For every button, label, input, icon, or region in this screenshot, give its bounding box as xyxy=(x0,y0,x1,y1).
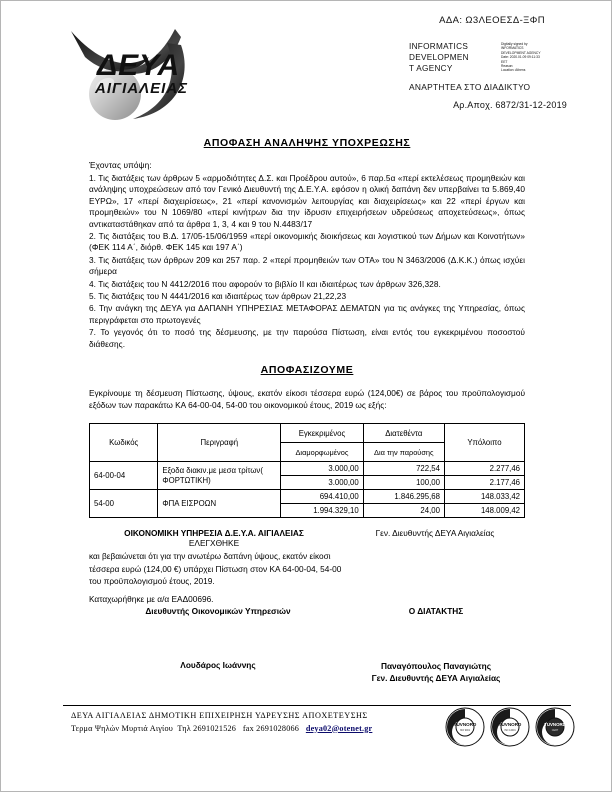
checked-label: ΕΛΕΓΧΘΗΚΕ xyxy=(188,538,240,548)
cell-balance: 148.033,42 xyxy=(444,490,524,504)
cert-iso-2-icon xyxy=(490,707,530,747)
cell-balance: 2.277,46 xyxy=(444,462,524,476)
svg-text:TUVNORD: TUVNORD xyxy=(498,722,522,727)
cert-iso-1-icon xyxy=(445,707,485,747)
ida-label xyxy=(409,41,495,74)
svg-text:ΑΙΓΙΑΛΕΙΑΣ: ΑΙΓΙΑΛΕΙΑΣ xyxy=(95,80,189,97)
page-footer xyxy=(1,705,611,753)
clause-item: 3. Τις διατάξεις των άρθρων 209 και 257 παρ. 2 «περί προμηθειών των ΟΤΑ» του Ν 3463/2006 (Δ.Κ.Κ.) όπως ισχύει σήμερα xyxy=(89,254,525,277)
cell-balance-after: 2.177,46 xyxy=(444,476,524,490)
lead-text: Έχοντας υπόψη: xyxy=(89,160,152,170)
gm-heading: Γεν. Διευθυντής ΔΕΥΑ Αιγιαλείας xyxy=(375,528,495,538)
deya-logo xyxy=(63,27,243,125)
ida-line-1: INFORMATICS xyxy=(409,42,469,51)
table-row xyxy=(90,490,525,504)
stamp-line-5: EET xyxy=(501,59,508,64)
authorizer-role: Γεν. Διευθυντής ΔΕΥΑ Αιγιαλείας xyxy=(371,672,501,683)
authorizer-name: Παναγόπουλος Παναγιώτης xyxy=(380,660,492,671)
clause-item: 7. Το γεγονός ότι το ποσό της δέσμευσης, με την παρούσα Πίστωση, είναι εντός του εγκεκριμένου ποσοστού διάθεσης. xyxy=(89,327,525,349)
cell-code: 54-00 xyxy=(90,490,158,518)
svg-text:ΔΕΥΑ: ΔΕΥΑ xyxy=(97,49,181,82)
document-title: ΑΠΟΦΑΣΗ ΑΝΑΛΗΨΗΣ ΥΠΟΧΡΕΩΣΗΣ xyxy=(203,137,411,149)
header-allocated-current: Δια την παρούσης xyxy=(363,443,444,462)
signatory-titles-row xyxy=(89,606,525,616)
footer-phone: Τηλ 2691021526 xyxy=(177,723,237,733)
finance-director-name: Λουδάρος Ιωάννης xyxy=(180,659,256,670)
cell-approved-modified: 1.994.329,10 xyxy=(281,504,364,518)
cert-iso-3-icon xyxy=(535,707,575,747)
authorizer-name-block xyxy=(347,660,525,684)
decision-heading: ΑΠΟΦΑΣΙΖΟΥΜΕ xyxy=(260,364,354,377)
signatory-names-row xyxy=(89,660,525,684)
cell-allocated: 1.846.295,68 xyxy=(363,490,444,504)
cell-allocated-current: 24,00 xyxy=(363,504,444,518)
footer-contact xyxy=(71,710,491,735)
cell-approved: 694.410,00 xyxy=(281,490,364,504)
clause-item: 5. Τις διατάξεις του Ν 4441/2016 και ιδιαιτέρως των άρθρων 21,22,23 xyxy=(89,291,347,302)
ida-line-2: DEVELOPMEN xyxy=(409,53,469,62)
clause-item: 6. Την ανάγκη της ΔΕΥΑ για ΔΑΠΑΝΗ ΥΠΗΡΕΣΙΑΣ ΜΕΤΑΦΟΡΑΣ ΔΕΜΑΤΩΝ για τις ανάγκες της Υπηρεσίας, όπως περιγράφεται στο πρωτογενές xyxy=(89,303,525,325)
svg-text:CERT: CERT xyxy=(551,729,559,732)
cell-description: Εξοδα διακιν.με μεσα τρίτων( ΦΟΡΤΩΤΙΚΗ) xyxy=(158,462,281,490)
approval-text: Εγκρίνουμε τη δέσμευση Πίστωσης, ύψους, εκατόν είκοσι τέσσερα ευρώ (124,00€) σε βάρος του προϋπολογισμού εξόδων των παρακάτω ΚΑ 64-00-04, 54-00 του οικονομικού έτους, 2019 ως εξής: xyxy=(89,388,525,411)
clause-item: 4. Τις διατάξεις του Ν 4412/2016 που αφορούν το βιβλίο ΙΙ και ιδιαιτέρως των άρθρων 326,328. xyxy=(89,278,441,289)
stamp-line-7: Location: Athens xyxy=(501,68,526,73)
stamp-line-4: Date: 2020.01.09 09:11:33 xyxy=(501,55,540,60)
svg-text:TUVNORD: TUVNORD xyxy=(544,722,566,727)
stamp-line-2: INFORMATICS xyxy=(501,46,524,51)
stamp-line-6: Reason: xyxy=(501,64,514,69)
footer-email[interactable]: deya02@otenet.gr xyxy=(305,723,373,733)
footer-org-line: ΔΕΥΑ ΑΙΓΙΑΛΕΙΑΣ ΔΗΜΟΤΙΚΗ ΕΠΙΧΕΙΡΗΣΗ ΥΔΡΕΥΣΗΣ ΑΠΟΧΕΤΕΥΣΗΣ xyxy=(71,711,368,720)
header-allocated: Διατεθέντα xyxy=(363,424,444,443)
footer-divider xyxy=(63,705,571,706)
verification-text: και βεβαιώνεται ότι για την ανωτέρω δαπάνη ύψους, εκατόν είκοσι τέσσερα ευρώ (124,00 €) υπάρχει Πίστωση στον ΚΑ 64-00-04, 54-00 του προϋπολογισμού έτους, 2019. xyxy=(89,551,342,586)
table-header-row xyxy=(90,424,525,443)
publication-note: ΑΝΑΡΤΗΤΕΑ ΣΤΟ ΔΙΑΔΙΚΤΥΟ xyxy=(409,82,531,92)
finance-dept-heading: ΟΙΚΟΝΟΜΙΚΗ ΥΠΗΡΕΣΙΑ Δ.Ε.Υ.Α. ΑΙΓΙΑΛΕΙΑΣ xyxy=(124,528,304,538)
finance-director-title: Διευθυντής Οικονομικών Υπηρεσιών xyxy=(145,605,291,616)
ida-line-3: T AGENCY xyxy=(409,64,453,73)
digital-signature-stamp xyxy=(501,42,575,80)
header-description: Περιγραφή xyxy=(158,424,281,462)
stamp-line-1: Digitally signed by xyxy=(501,42,528,46)
footer-fax: fax 2691028066 xyxy=(242,723,300,733)
cell-allocated-current: 100,00 xyxy=(363,476,444,490)
header-balance: Υπόλοιπο xyxy=(444,424,524,462)
cell-allocated: 722,54 xyxy=(363,462,444,476)
cell-description: ΦΠΑ ΕΙΣΡΟΩΝ xyxy=(158,490,281,518)
cell-approved: 3.000,00 xyxy=(281,462,364,476)
cell-code: 64-00-04 xyxy=(90,462,158,490)
document-body xyxy=(89,137,525,518)
table-row xyxy=(90,462,525,476)
signature-heading-row xyxy=(89,528,525,548)
clause-item: 1. Τις διατάξεις των άρθρων 5 «αρμοδιότητες Δ.Σ. και Προέδρου αυτού», 6 παρ.5α «περί εκτελέσεως προμηθειών και ανάληψης υποχρεώσεων από τον Γενικό Διευθυντή της Δ.Ε.Υ.Α. εφόσον η ολική δαπάνη δεν υπερβαίνει τα 5.869,40 ΕΥΡΩ», 17 «περί διαχειρίσεως», 21 «περί κανονισμών λειτουργίας και διαχειρίσεως» και 22 «περί έργων και προμηθειών» του Ν 1069/80 «περί κινήτρων δια την ίδρυσιν επιχειρήσεων υδρεύσεως αποχετεύσεως», όπως αντικαταστάθηκαν από τα άρθρα 1, 3, 4 και 9 του Ν.4483/17 xyxy=(89,173,525,229)
protocol-number: Αρ.Απoχ. 6872/31-12-2019 xyxy=(453,100,567,110)
footer-details-line xyxy=(71,723,491,736)
svg-text:TUVNORD: TUVNORD xyxy=(453,722,477,727)
header-code: Κωδικός xyxy=(90,424,158,462)
svg-text:ISO 9001: ISO 9001 xyxy=(459,729,471,732)
certification-logos xyxy=(445,707,575,747)
clause-item: 2. Τις διατάξεις του Β.Δ. 17/05-15/06/1959 «περί οικονομικής διοικήσεως και λογιστικού των Δήμων και Κοινοτήτων» (ΦΕΚ 114 Α΄, διόρθ. ΦΕΚ 145 και 197 Α΄) xyxy=(89,231,525,253)
authorizer-title: Ο ΔΙΑΤΑΚΤΗΣ xyxy=(408,605,464,616)
stamp-line-3: DEVELOPMENT AGENCY xyxy=(501,50,541,55)
header-approved: Εγκεκριμένος xyxy=(281,424,364,443)
svg-text:ISO 14001: ISO 14001 xyxy=(504,729,516,732)
ada-code: ΑΔΑ: Ω3ΛΕΟΕΣΔ-ΞΦΠ xyxy=(439,15,545,26)
footer-address: Τερμα Ψηλών Μυρτιά Αιγίου xyxy=(71,723,173,733)
finance-dept-block xyxy=(89,528,339,548)
signature-section xyxy=(89,528,525,684)
cell-approved-modified: 3.000,00 xyxy=(281,476,364,490)
cell-balance-after: 148.009,42 xyxy=(444,504,524,518)
budget-table xyxy=(89,423,525,518)
header-approved-modified: Διαμορφωμένος xyxy=(281,443,364,462)
registration-text: Καταχωρήθηκε με α/α ΕΑΔ00696. xyxy=(89,593,214,604)
